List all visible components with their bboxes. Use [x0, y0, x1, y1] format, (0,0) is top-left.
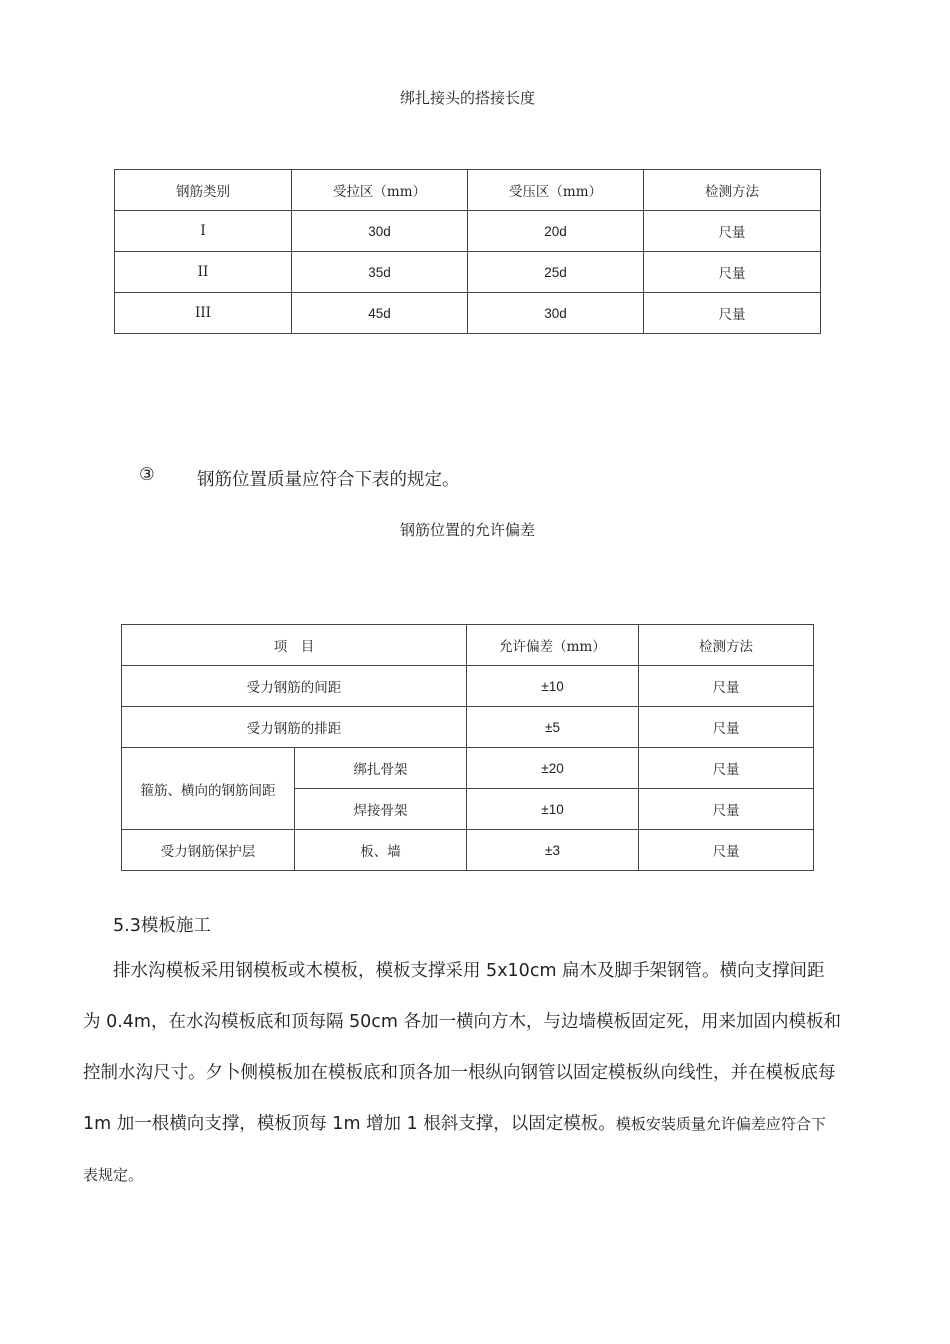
table-cell: 尺量	[639, 707, 814, 748]
body-line-text: 1m 加一根横向支撑，模板顶每 1m 增加 1 根斜支撑，以固定模板。	[83, 1114, 616, 1134]
table-cell: ±3	[467, 830, 639, 871]
table1-caption: 绑扎接头的搭接长度	[399, 89, 535, 107]
table-cell: 受力钢筋保护层	[122, 830, 295, 871]
table-cell: 45d	[292, 293, 468, 334]
item-text: 钢筋位置质量应符合下表的规定。	[197, 470, 460, 490]
table-cell: 尺量	[639, 748, 814, 789]
table-header-row	[115, 170, 821, 211]
position-tolerance-table	[121, 624, 814, 871]
table-row	[122, 830, 814, 871]
lap-length-table	[114, 169, 821, 334]
table-cell: ±5	[467, 707, 639, 748]
table-cell: 绑扎骨架	[295, 748, 467, 789]
table-cell: ±20	[467, 748, 639, 789]
body-line-tail: 模板安装质量允许偏差应符合下	[615, 1115, 826, 1133]
table2-caption: 钢筋位置的允许偏差	[399, 521, 535, 539]
table-row	[122, 707, 814, 748]
section-heading: 5.3模板施工	[113, 916, 211, 936]
table-cell: 20d	[468, 211, 644, 252]
table-row	[115, 293, 821, 334]
table-cell: ±10	[467, 666, 639, 707]
table-cell: 尺量	[644, 252, 821, 293]
table-cell: 尺量	[639, 789, 814, 830]
table-cell: ±10	[467, 789, 639, 830]
table-cell: 25d	[468, 252, 644, 293]
header-cell: 受拉区（mm）	[292, 170, 468, 211]
table-cell: 35d	[292, 252, 468, 293]
table-header-row	[122, 625, 814, 666]
table-row	[122, 666, 814, 707]
table-cell: 尺量	[644, 293, 821, 334]
header-cell: 允许偏差（mm）	[467, 625, 639, 666]
table-cell: 尺量	[639, 830, 814, 871]
table-cell: 受力钢筋的排距	[122, 707, 467, 748]
body-line	[83, 1099, 863, 1150]
header-cell: 钢筋类别	[115, 170, 292, 211]
item-marker: ③	[139, 465, 155, 485]
table-row	[122, 748, 814, 789]
table-cell: 30d	[292, 211, 468, 252]
table-cell: 尺量	[639, 666, 814, 707]
header-cell: 检测方法	[644, 170, 821, 211]
table-cell: 板、墙	[295, 830, 467, 871]
table-cell: 受力钢筋的间距	[122, 666, 467, 707]
header-cell: 受压区（mm）	[468, 170, 644, 211]
table-cell: 焊接骨架	[295, 789, 467, 830]
table-row	[115, 211, 821, 252]
table-cell: III	[115, 293, 292, 334]
body-line: 为 0.4m，在水沟模板底和顶每隔 50cm 各加一横向方木，与边墙模板固定死，用来加固内模板和	[83, 1012, 842, 1032]
header-cell: 检测方法	[639, 625, 814, 666]
table-cell: II	[115, 252, 292, 293]
table-cell: 箍筋、横向的钢筋间距	[122, 748, 295, 830]
body-line: 排水沟模板采用钢模板或木模板，模板支撑采用 5x10cm 扁木及脚手架钢管。横向支撑间距	[113, 961, 825, 981]
body-line: 表规定。	[83, 1166, 144, 1184]
table-row	[115, 252, 821, 293]
table-cell: 30d	[468, 293, 644, 334]
body-line: 控制水沟尺寸。夕卜侧模板加在模板底和顶各加一根纵向钢管以固定模板纵向线性，并在模板底每	[83, 1063, 836, 1083]
header-cell: 项 目	[122, 625, 467, 666]
table-cell: I	[115, 211, 292, 252]
table-cell: 尺量	[644, 211, 821, 252]
